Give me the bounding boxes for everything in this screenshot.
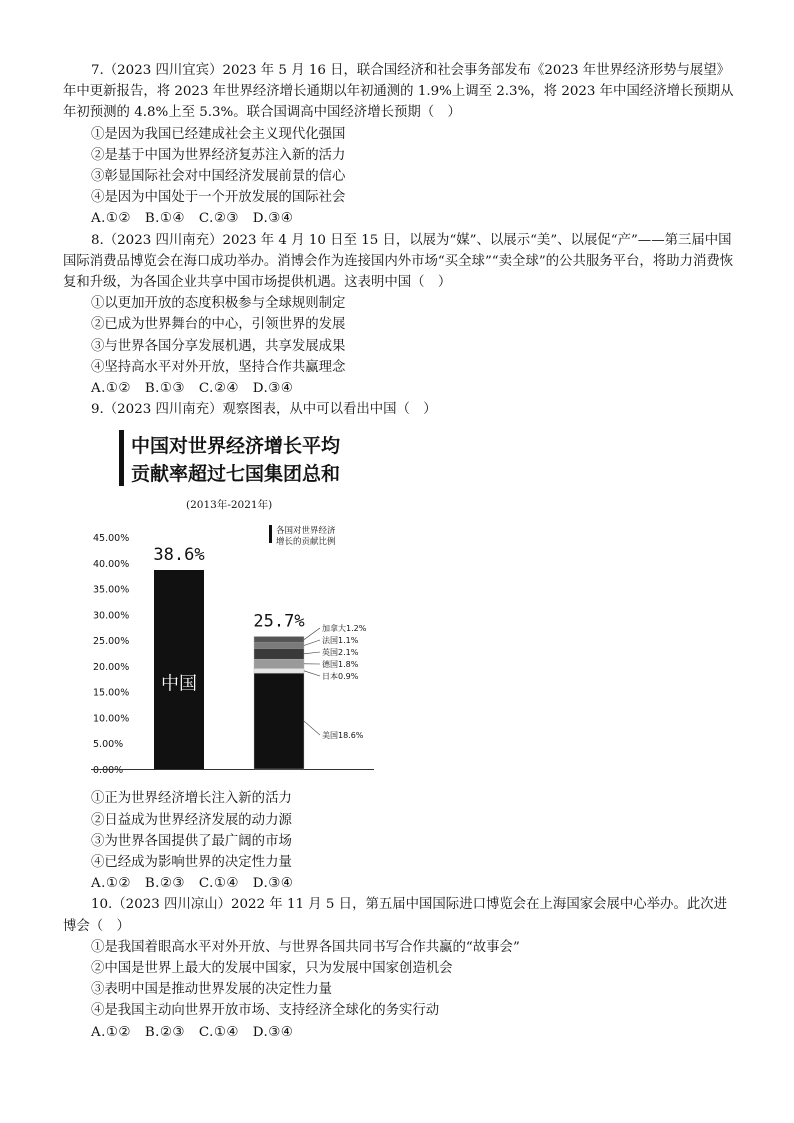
option: ②已成为世界舞台的中心，引领世界的发展 — [91, 317, 346, 333]
option: ①是因为我国已经建成社会主义现代化强国 — [91, 126, 346, 142]
answer-choices: A.①② B.①③ C.②④ D.③④ — [91, 381, 294, 397]
bar-value-label: 38.6% — [153, 545, 205, 566]
option: ①正为世界经济增长注入新的活力 — [91, 791, 292, 807]
y-tick-label: 5.00% — [93, 739, 124, 751]
option: ④是因为中国处于一个开放发展的国际社会 — [91, 190, 346, 206]
y-tick-label: 35.00% — [93, 585, 130, 597]
question-8 — [63, 230, 739, 400]
segment-label: 英国2.1% — [322, 648, 359, 658]
legend-line2: 增长的贡献比例 — [276, 537, 336, 548]
chart-subtitle: (2013年-2021年) — [186, 499, 273, 512]
segment-label: 日本0.9% — [322, 672, 359, 682]
option: ③表明中国是推动世界发展的决定性力量 — [91, 982, 333, 998]
bar-segment — [254, 643, 304, 649]
option: ③彰显国际社会对中国经济发展前景的信心 — [91, 169, 346, 185]
option: ④坚持高水平对外开放，坚持合作共赢理念 — [91, 359, 346, 375]
chart-title-line2: 贡献率超过七国集团总和 — [131, 463, 341, 486]
bar-segment — [254, 660, 304, 669]
option: ④是我国主动向世界开放市场、支持经济全球化的务实行动 — [91, 1003, 440, 1019]
question-9 — [63, 399, 739, 894]
legend-mark — [269, 525, 272, 543]
bar-segment — [254, 674, 304, 770]
option: ②中国是世界上最大的发展中国家，只为发展中国家创造机会 — [91, 961, 453, 977]
question-stem: 10.（2023 四川凉山）2022 年 11 月 5 日，第五届中国国际进口博览会在上海国家会展中心举办。此次进博会（ ） — [63, 897, 727, 934]
option: ③为世界各国提供了最广阔的市场 — [91, 833, 292, 849]
option: ②是基于中国为世界经济复苏注入新的活力 — [91, 147, 346, 163]
question-10 — [63, 894, 739, 1042]
bar-value-label: 25.7% — [253, 611, 305, 632]
question-stem: 9.（2023 四川南充）观察图表，从中可以看出中国（ ） — [91, 402, 437, 418]
worksheet — [63, 60, 739, 1043]
segment-label: 法国1.1% — [322, 636, 359, 646]
contribution-chart — [91, 424, 381, 784]
option: ②日益成为世界经济发展的动力源 — [91, 812, 292, 828]
y-tick-label: 25.00% — [93, 636, 130, 648]
y-tick-label: 15.00% — [93, 688, 130, 700]
answer-choices: A.①② B.②③ C.①④ D.③④ — [91, 876, 294, 892]
question-stem: 7.（2023 四川宜宾）2023 年 5 月 16 日，联合国经济和社会事务部发布《2023 年世界经济形势与展望》年中更新报告，将 2023 年世界经济增长通期以年初通测的 1.9%上调至 2.3%，将 2023 年中国经济增长预期从年初预测的 4.8%上至 5.3%。联合国调高中国经济增长预期（ ） — [63, 63, 734, 121]
option: ①是我国着眼高水平对外开放、与世界各国共同书写合作共赢的“故事会” — [91, 939, 520, 955]
segment-label: 美国18.6% — [322, 731, 364, 741]
y-tick-label: 30.00% — [93, 610, 130, 622]
y-tick-label: 0.00% — [93, 765, 124, 777]
y-tick-label: 10.00% — [93, 713, 130, 725]
y-tick-label: 45.00% — [93, 533, 130, 545]
option: ④已经成为影响世界的决定性力量 — [91, 855, 292, 871]
segment-label: 德国1.8% — [322, 660, 359, 670]
bar-segment — [254, 649, 304, 660]
answer-choices: A.①② B.②③ C.①④ D.③④ — [91, 1024, 294, 1040]
bar-segment — [254, 637, 304, 643]
bar-china — [154, 570, 204, 769]
legend-line1: 各国对世界经济 — [276, 526, 336, 537]
answer-choices: A.①② B.①④ C.②③ D.③④ — [91, 211, 294, 227]
title-bar-mark — [119, 430, 124, 486]
y-tick-label: 40.00% — [93, 559, 130, 571]
option: ①以更加开放的态度积极参与全球规则制定 — [91, 296, 346, 312]
chart-svg — [91, 424, 381, 784]
segment-label: 加拿大1.2% — [322, 624, 367, 634]
question-stem: 8.（2023 四川南充）2023 年 4 月 10 日至 15 日，以展为“媒”、以展示“美”、以展促“产”——第三届中国国际消费品博览会在海口成功举办。消博会作为连接国内外市场“买全球”“卖全球”的公共服务平台，将助力消费恢复和升级，为各国企业共享中国市场提供机遇。这表明中国（ ） — [63, 232, 734, 291]
chart-title-line1: 中国对世界经济增长平均 — [131, 435, 341, 458]
y-tick-label: 20.00% — [93, 662, 130, 674]
bar-china-label: 中国 — [161, 673, 197, 695]
bar-segment — [254, 669, 304, 674]
question-7 — [63, 60, 739, 230]
option: ③与世界各国分享发展机遇，共享发展成果 — [91, 338, 346, 354]
